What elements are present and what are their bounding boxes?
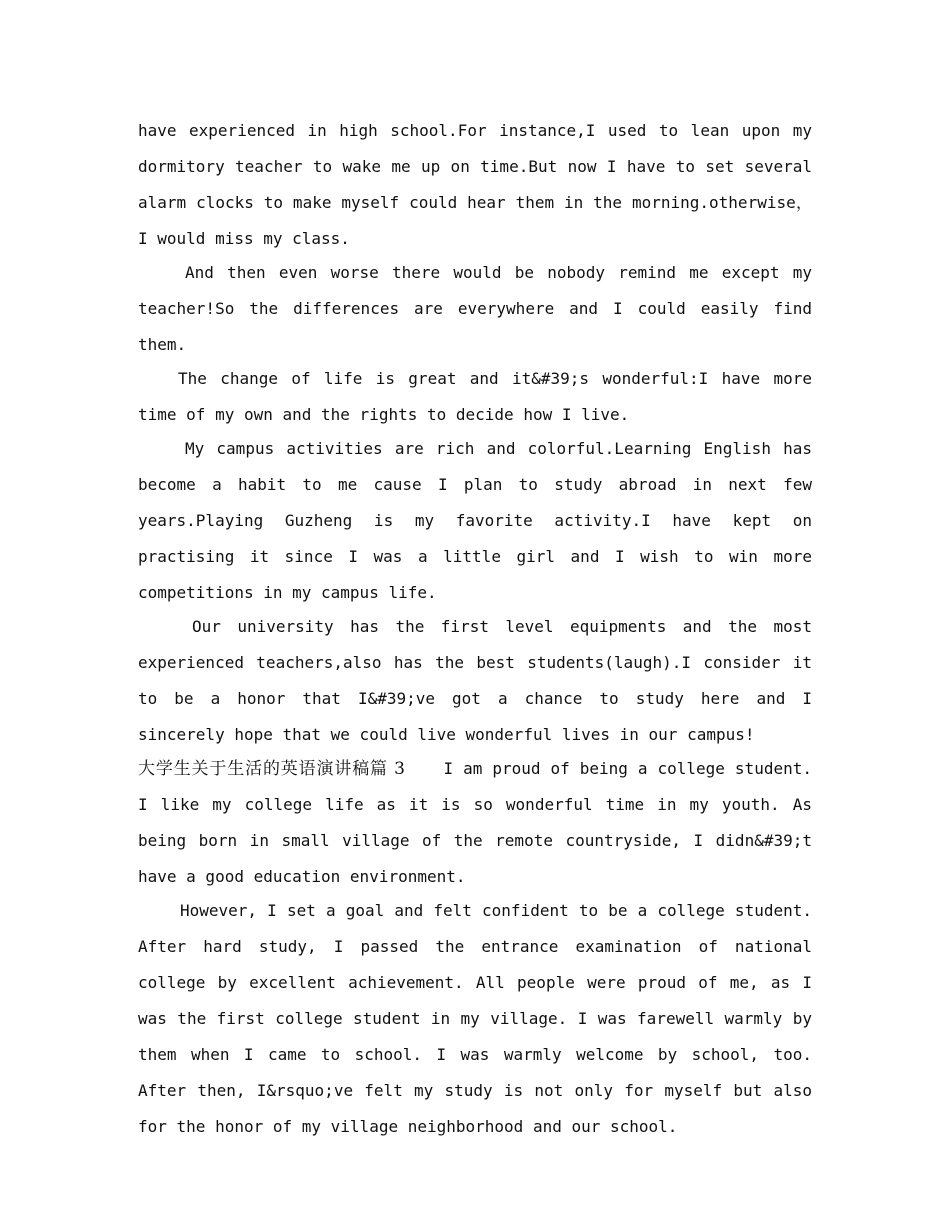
paragraph-2: And then even worse there would be nobody remind me except my teacher!So the differences are everywhere and I could easily find them.: [138, 263, 812, 354]
paragraph-6: [138, 751, 812, 895]
section-heading: 大学生关于生活的英语演讲稿篇 3: [138, 759, 406, 779]
document-body: [138, 113, 812, 1143]
paragraph-1: have experienced in high school.For instance,I used to lean upon my dormitory teacher to wake me up on time.But now I have to set several alarm clocks to make myself could hear them in the morning.otherwise，I would miss my class.: [138, 121, 813, 248]
paragraph-6-text: I am proud of being a college student. I like my college life as it is so wonderful time in my youth. As being born in small village of the remote countryside, I didn&#39;t have a good education environment.: [138, 759, 812, 886]
paragraph-7: However, I set a goal and felt confident to be a college student. After hard study, I passed the entrance examination of national college by excellent achievement. All people were proud of me, as I was the first college student in my village. I was farewell warmly by them when I came to school. I was warmly welcome by school, too. After then, I&rsquo;ve felt my study is not only for myself but also for the honor of my village neighborhood and our school.: [138, 901, 812, 1136]
paragraph-5: Our university has the first level equipments and the most experienced teachers,also has the best students(laugh).I consider it to be a honor that I&#39;ve got a chance to study here and I sincerely hope that we could live wonderful lives in our campus!: [138, 617, 812, 744]
paragraph-3: The change of life is great and it&#39;s wonderful:I have more time of my own and the rights to decide how I live.: [138, 369, 812, 424]
paragraph-4: My campus activities are rich and colorful.Learning English has become a habit to me cause I plan to study abroad in next few years.Playing Guzheng is my favorite activity.I have kept on practising it since I was a little girl and I wish to win more competitions in my campus life.: [138, 439, 812, 602]
